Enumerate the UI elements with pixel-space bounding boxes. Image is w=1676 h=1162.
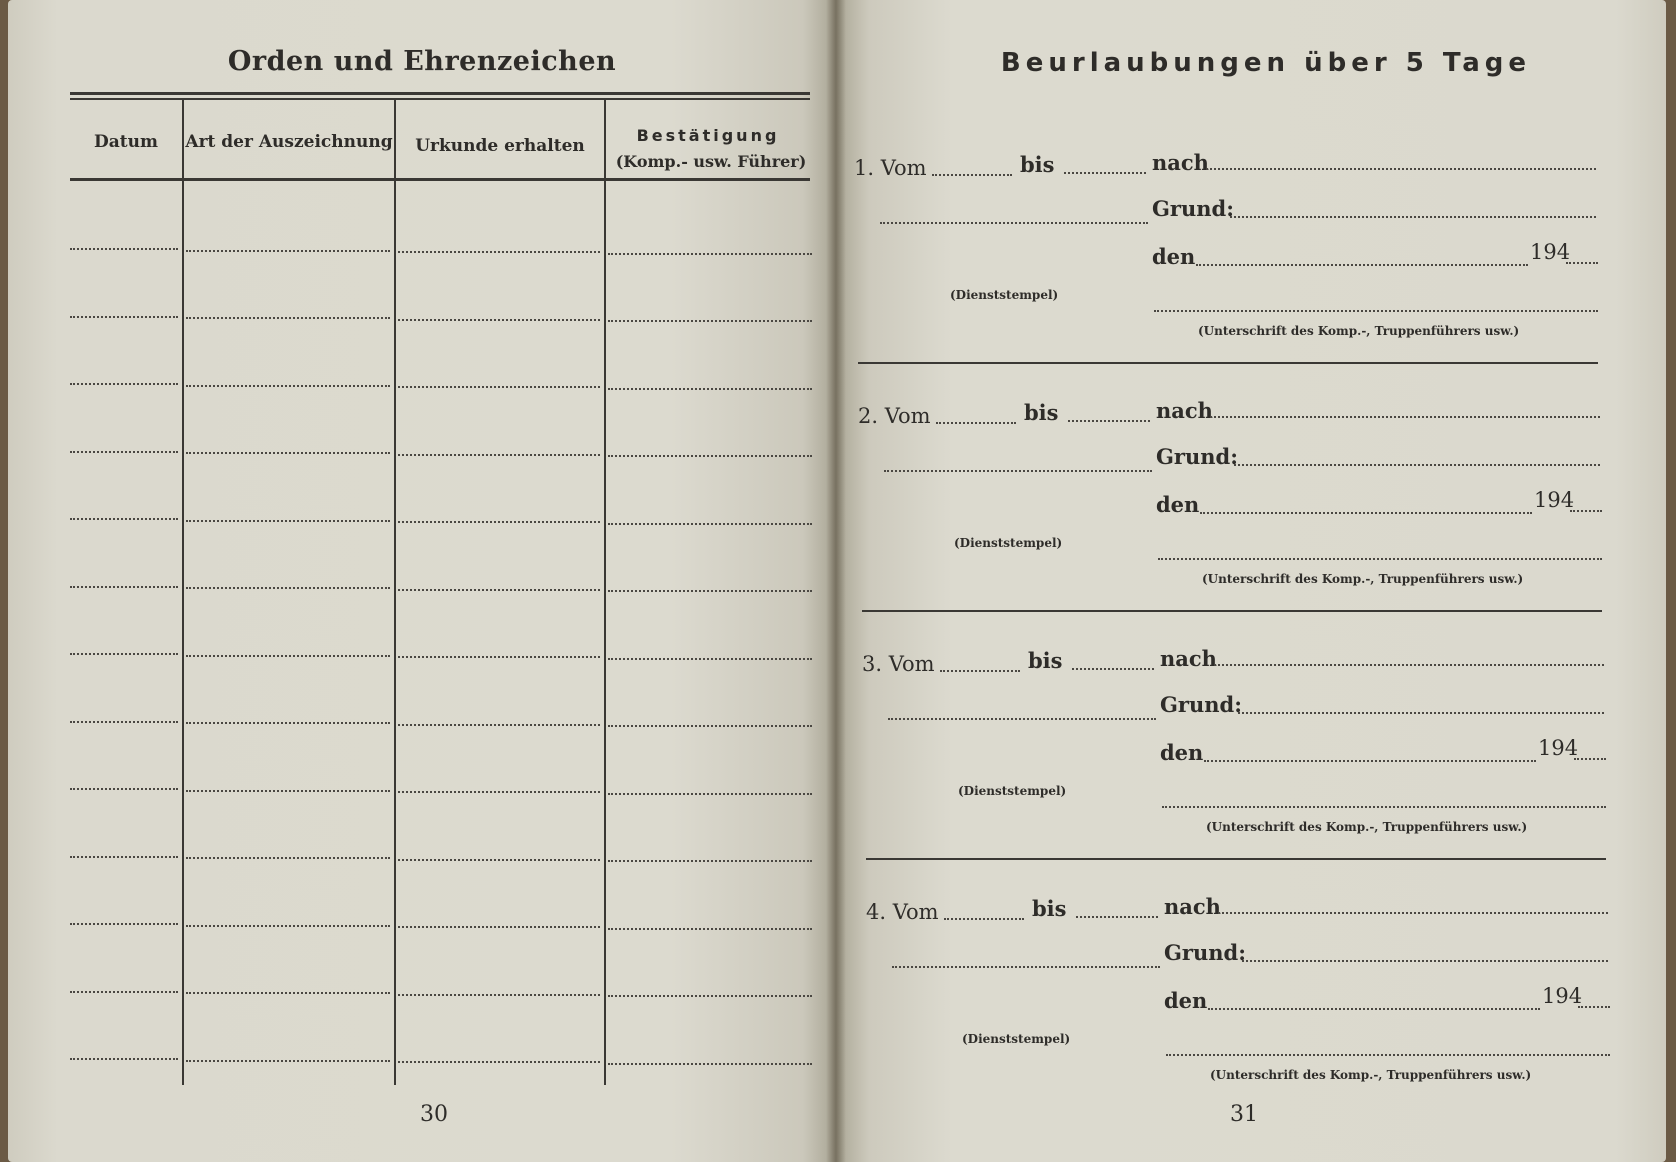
signature-dots	[1158, 558, 1602, 560]
vom-label: Vom	[892, 900, 939, 924]
continuation-dots	[880, 222, 1148, 224]
row-line	[398, 251, 600, 253]
row-line	[398, 791, 600, 793]
nach-label: nach	[1164, 894, 1221, 919]
nach-label: nach	[1156, 398, 1213, 423]
left-page	[8, 0, 836, 1162]
signature-dots	[1166, 1054, 1610, 1056]
row-line	[186, 520, 390, 522]
signature-dots	[1154, 310, 1598, 312]
row-line	[608, 590, 812, 592]
stamp-label: (Dienststempel)	[962, 1032, 1071, 1046]
row-line	[70, 653, 178, 655]
row-line	[186, 250, 390, 252]
vom-dots	[936, 422, 1016, 424]
signature-dots	[1162, 806, 1606, 808]
row-line	[608, 860, 812, 862]
row-line	[70, 518, 178, 520]
row-line	[398, 724, 600, 726]
header-top-rule	[70, 92, 810, 95]
row-line	[608, 455, 812, 457]
row-line	[70, 991, 178, 993]
column-divider-2	[394, 100, 396, 1085]
column-header-bestaetigung: Bestätigung	[636, 126, 780, 145]
row-line	[186, 655, 390, 657]
row-line	[186, 1060, 390, 1062]
signature-label: (Unterschrift des Komp.-, Truppenführers usw.)	[1210, 1068, 1532, 1082]
den-label: den	[1156, 492, 1200, 517]
year-dots	[1578, 1006, 1610, 1008]
den-label: den	[1160, 740, 1204, 765]
column-header-art: Art der Auszeichnung	[185, 132, 393, 152]
row-line	[70, 586, 178, 588]
column-divider-3	[604, 100, 606, 1085]
nach-dots	[1210, 416, 1600, 418]
row-line	[608, 388, 812, 390]
bis-dots	[1064, 172, 1146, 174]
entry-separator	[862, 610, 1602, 612]
entry-separator	[866, 858, 1606, 860]
stamp-label: (Dienststempel)	[954, 536, 1063, 550]
vom-dots	[932, 174, 1012, 176]
right-page	[836, 0, 1666, 1162]
grund-dots	[1230, 216, 1596, 218]
vom-dots	[944, 918, 1024, 920]
nach-dots	[1206, 168, 1596, 170]
row-line	[398, 926, 600, 928]
row-line	[70, 788, 178, 790]
row-line	[608, 253, 812, 255]
year-dots	[1570, 510, 1602, 512]
den-label: den	[1152, 244, 1196, 269]
grund-label: Grund:	[1160, 692, 1242, 717]
row-line	[186, 790, 390, 792]
row-line	[398, 656, 600, 658]
entry-number: 1. Vom	[854, 156, 927, 180]
nach-dots	[1218, 912, 1608, 914]
year-dots	[1566, 262, 1598, 264]
row-line	[398, 589, 600, 591]
entry-number: 2. Vom	[858, 404, 931, 428]
year-prefix: 194	[1530, 240, 1571, 264]
book-spine	[826, 0, 846, 1162]
entry-separator	[858, 362, 1598, 364]
row-line	[186, 857, 390, 859]
date-dots	[1200, 512, 1532, 514]
continuation-dots	[884, 470, 1152, 472]
page-number-right: 31	[1230, 1102, 1258, 1127]
row-line	[186, 452, 390, 454]
vom-label: Vom	[880, 156, 927, 180]
row-line	[608, 928, 812, 930]
stamp-label: (Dienststempel)	[950, 288, 1059, 302]
row-line	[70, 923, 178, 925]
row-line	[186, 722, 390, 724]
row-line	[186, 992, 390, 994]
date-dots	[1196, 264, 1528, 266]
row-line	[398, 859, 600, 861]
row-line	[398, 454, 600, 456]
continuation-dots	[892, 966, 1160, 968]
year-prefix: 194	[1538, 736, 1579, 760]
left-page-title: Orden und Ehrenzeichen	[227, 46, 617, 77]
vom-label: Vom	[888, 652, 935, 676]
signature-label: (Unterschrift des Komp.-, Truppenführers usw.)	[1206, 820, 1528, 834]
row-line	[608, 320, 812, 322]
row-line	[70, 451, 178, 453]
row-line	[186, 385, 390, 387]
header-bottom-rule	[70, 178, 810, 181]
row-line	[608, 995, 812, 997]
row-line	[70, 316, 178, 318]
date-dots	[1208, 1008, 1540, 1010]
signature-label: (Unterschrift des Komp.-, Truppenführers usw.)	[1198, 324, 1520, 338]
row-line	[608, 793, 812, 795]
nach-label: nach	[1160, 646, 1217, 671]
continuation-dots	[888, 718, 1156, 720]
bis-label: bis	[1024, 400, 1059, 425]
year-prefix: 194	[1534, 488, 1575, 512]
row-line	[398, 521, 600, 523]
row-line	[398, 319, 600, 321]
bis-dots	[1076, 916, 1158, 918]
bis-label: bis	[1020, 152, 1055, 177]
nach-dots	[1214, 664, 1604, 666]
grund-dots	[1238, 712, 1604, 714]
column-header-datum: Datum	[94, 132, 158, 152]
header-top-rule-2	[70, 98, 810, 100]
grund-label: Grund:	[1164, 940, 1246, 965]
row-line	[398, 1061, 600, 1063]
signature-label: (Unterschrift des Komp.-, Truppenführers usw.)	[1202, 572, 1524, 586]
row-line	[70, 721, 178, 723]
row-line	[70, 856, 178, 858]
column-header-urkunde: Urkunde erhalten	[415, 136, 585, 156]
right-page-title: Beurlaubungen über 5 Tage	[1000, 48, 1532, 78]
date-dots	[1204, 760, 1536, 762]
nach-label: nach	[1152, 150, 1209, 175]
vom-dots	[940, 670, 1020, 672]
row-line	[398, 386, 600, 388]
vom-label: Vom	[884, 404, 931, 428]
bis-label: bis	[1028, 648, 1063, 673]
column-header-bestaetigung-sub: (Komp.- usw. Führer)	[615, 152, 807, 171]
grund-dots	[1234, 464, 1600, 466]
grund-label: Grund:	[1156, 444, 1238, 469]
entry-number: 4. Vom	[866, 900, 939, 924]
row-line	[186, 317, 390, 319]
stamp-label: (Dienststempel)	[958, 784, 1067, 798]
row-line	[186, 587, 390, 589]
page-number-left: 30	[420, 1102, 448, 1127]
year-dots	[1574, 758, 1606, 760]
den-label: den	[1164, 988, 1208, 1013]
row-line	[608, 523, 812, 525]
entry-number: 3. Vom	[862, 652, 935, 676]
bis-label: bis	[1032, 896, 1067, 921]
row-line	[608, 1063, 812, 1065]
bis-dots	[1068, 420, 1150, 422]
grund-label: Grund:	[1152, 196, 1234, 221]
year-prefix: 194	[1542, 984, 1583, 1008]
bis-dots	[1072, 668, 1154, 670]
row-line	[70, 248, 178, 250]
column-divider-1	[182, 100, 184, 1085]
row-line	[398, 994, 600, 996]
row-line	[70, 1058, 178, 1060]
row-line	[608, 658, 812, 660]
row-line	[608, 725, 812, 727]
row-line	[186, 925, 390, 927]
row-line	[70, 383, 178, 385]
grund-dots	[1242, 960, 1608, 962]
